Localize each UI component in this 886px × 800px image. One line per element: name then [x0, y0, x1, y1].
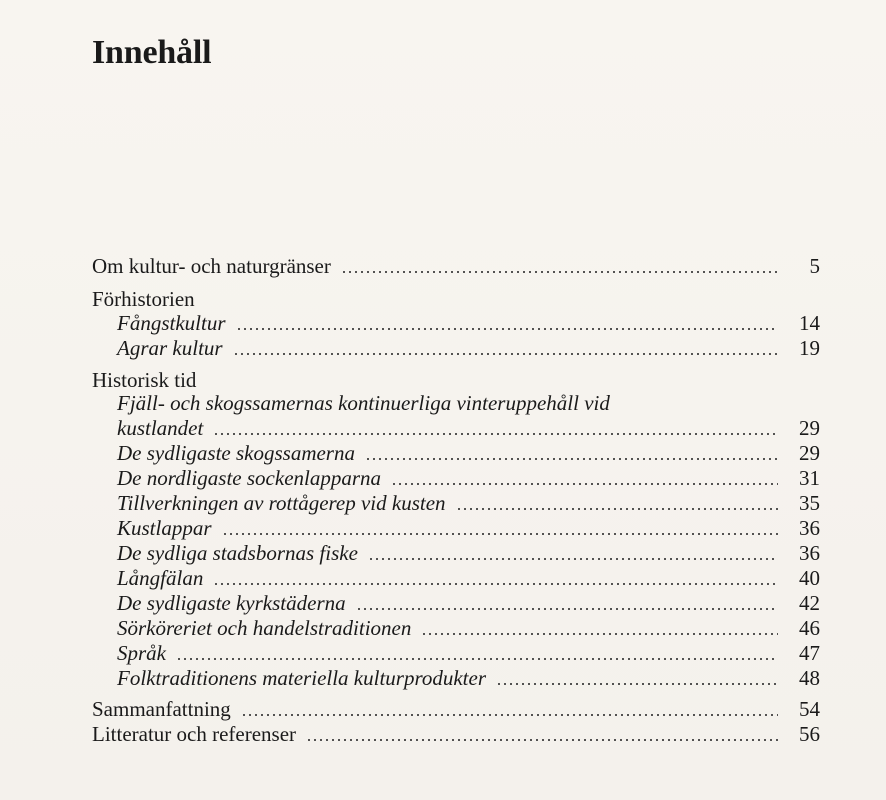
toc-entry-label: Tillverkningen av rottågerep vid kusten — [117, 491, 446, 515]
toc-page-number: 42 — [799, 591, 820, 615]
toc-entry-label: Folktraditionens materiella kulturprodukter — [117, 666, 487, 690]
toc-entry — [92, 722, 820, 746]
toc-entry-label: kustlandet — [117, 416, 204, 440]
toc-entry — [117, 516, 820, 540]
toc-entry-label: Om kultur- och naturgränser — [92, 254, 331, 278]
toc-entry-label: Kustlappar — [117, 516, 212, 540]
toc-page-number: 36 — [799, 541, 820, 565]
toc-leader-dots — [391, 466, 778, 490]
toc-leader-dots — [365, 441, 778, 465]
toc-entry-label: De sydligaste kyrkstäderna — [117, 591, 346, 615]
toc-page-number: 46 — [799, 616, 820, 640]
toc-entry-label: Sammanfattning — [92, 697, 231, 721]
toc-page-number: 35 — [799, 491, 820, 515]
toc-entry — [117, 566, 820, 590]
toc-entry — [117, 666, 820, 690]
toc-leader-dots — [306, 722, 778, 746]
toc-entry-label: Litteratur och referenser — [92, 722, 297, 746]
toc-leader-dots — [213, 566, 778, 590]
toc-entry-label: De sydligaste skogssamerna — [117, 441, 355, 465]
toc-entry — [92, 254, 820, 278]
toc-page-number: 36 — [799, 516, 820, 540]
toc-page-number: 40 — [799, 566, 820, 590]
toc-leader-dots — [233, 336, 778, 360]
toc-leader-dots — [356, 591, 778, 615]
toc-page-number: 54 — [799, 697, 820, 721]
toc-leader-dots — [222, 516, 778, 540]
toc-entry — [117, 541, 820, 565]
toc-leader-dots — [456, 491, 778, 515]
toc-leader-dots — [368, 541, 778, 565]
toc-entry — [117, 416, 820, 440]
toc-leader-dots — [496, 666, 778, 690]
toc-page-number: 48 — [799, 666, 820, 690]
toc-entry-label: De nordligaste sockenlapparna — [117, 466, 382, 490]
toc-entry-label-line1: Fjäll- och skogssamernas kontinuerliga vinteruppehåll vid — [117, 391, 610, 415]
toc-entry — [117, 311, 820, 335]
toc-entry — [92, 697, 820, 721]
toc-entry-label: Språk — [117, 641, 166, 665]
toc-leader-dots — [176, 641, 778, 665]
toc-leader-dots — [241, 697, 778, 721]
toc-leader-dots — [421, 616, 778, 640]
toc-entry — [117, 641, 820, 665]
toc-entry-label: Långfälan — [117, 566, 204, 590]
toc-page-number: 47 — [799, 641, 820, 665]
toc-page-number: 29 — [799, 416, 820, 440]
toc-entry-label: Fångstkultur — [117, 311, 226, 335]
toc-page-number: 14 — [799, 311, 820, 335]
toc-entry-label: Sörköreriet och handelstraditionen — [117, 616, 412, 640]
toc-entry — [117, 441, 820, 465]
toc-page-number: 29 — [799, 441, 820, 465]
toc-entry — [117, 591, 820, 615]
toc-entry — [117, 466, 820, 490]
toc-leader-dots — [236, 311, 779, 335]
toc-section-heading: Förhistorien — [92, 287, 195, 311]
toc-entry — [117, 616, 820, 640]
toc-leader-dots — [341, 254, 778, 278]
toc-section-heading: Historisk tid — [92, 368, 197, 392]
toc-page-number: 19 — [799, 336, 820, 360]
toc-page-number: 56 — [799, 722, 820, 746]
toc-entry — [117, 491, 820, 515]
toc-entry-label: De sydliga stadsbornas fiske — [117, 541, 358, 565]
toc-leader-dots — [213, 416, 778, 440]
toc-entry-label: Agrar kultur — [117, 336, 223, 360]
toc-page-number: 5 — [809, 254, 820, 278]
toc-page-number: 31 — [799, 466, 820, 490]
toc-entry — [117, 336, 820, 360]
page-title: Innehåll — [92, 34, 212, 71]
